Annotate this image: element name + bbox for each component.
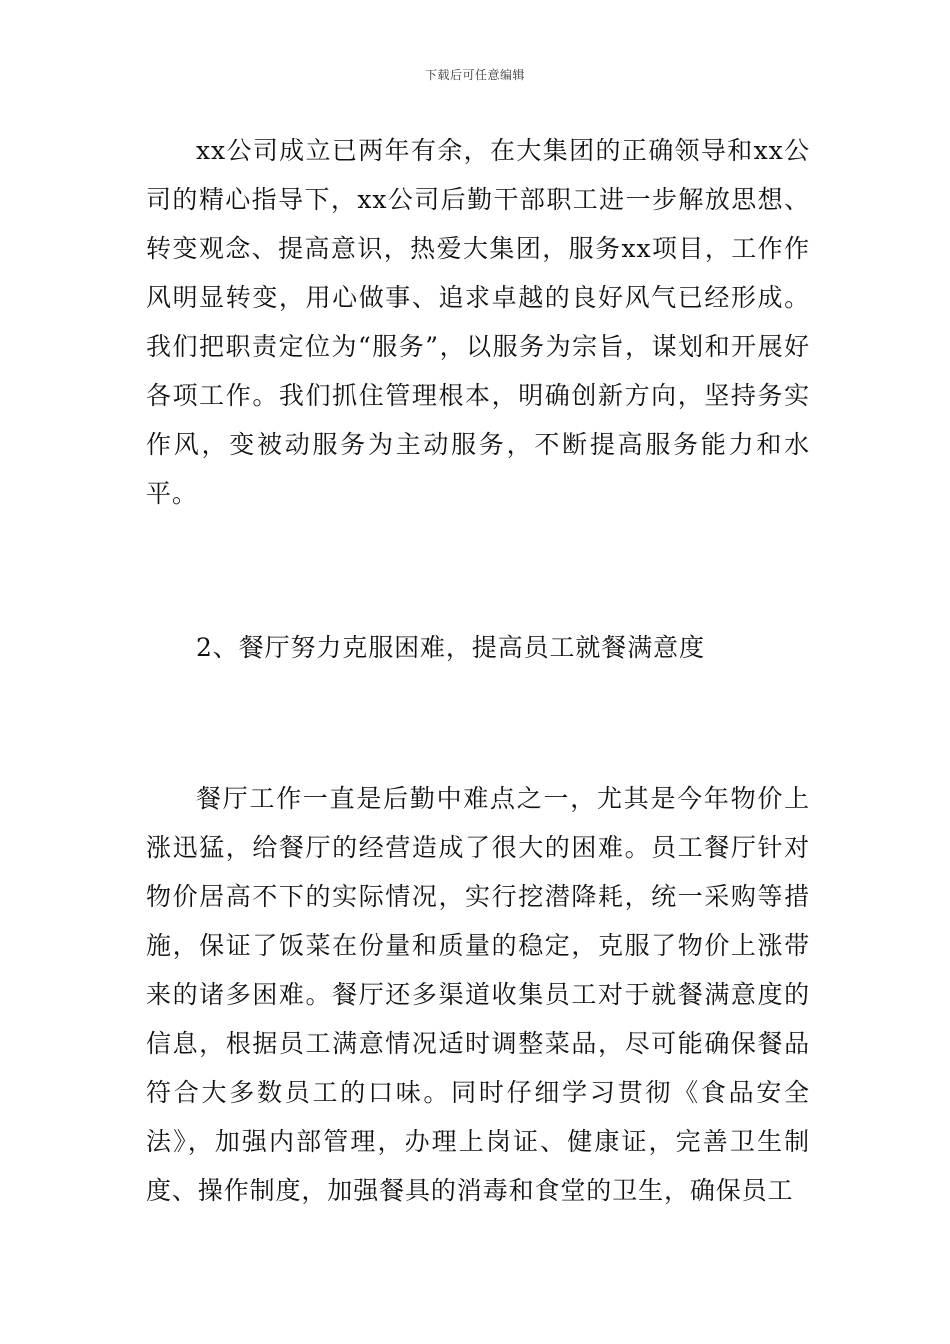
paragraph-canteen: 餐厅工作一直是后勤中难点之一，尤其是今年物价上涨迅猛，给餐厅的经营造成了很大的困难。员工餐厅针对物价居高不下的实际情况，实行挖潜降耗，统一采购等措施，保证了饭菜在份量和质量的稳定，克服了物价上涨带来的诸多困难。餐厅还多渠道收集员工对于就餐满意度的信息，根据员工满意情况适时调整菜品，尽可能确保餐品符合大多数员工的口味。同时仔细学习贯彻《食品安全法》，加强内部管理，办理上岗证、健康证，完善卫生制度、操作制度，加强餐具的消毒和食堂的卫生，确保员工 [146,784,810,1205]
page-header-note: 下载后可任意编辑 [424,68,525,82]
paragraph-intro: xx公司成立已两年有余，在大集团的正确领导和xx公司的精心指导下，xx公司后勤干部职工进一步解放思想、转变观念、提高意识，热爱大集团，服务xx项目，工作作风明显转变，用心做事、追求卓越的良好风气已经形成。我们把职责定位为“服务”，以服务为宗旨，谋划和开展好各项工作。我们抓住管理根本，明确创新方向，坚持务实作风，变被动服务为主动服务，不断提高服务能力和水平。 [146,136,810,508]
section-heading: 2、餐厅努力克服困难，提高员工就餐满意度 [196,633,705,662]
